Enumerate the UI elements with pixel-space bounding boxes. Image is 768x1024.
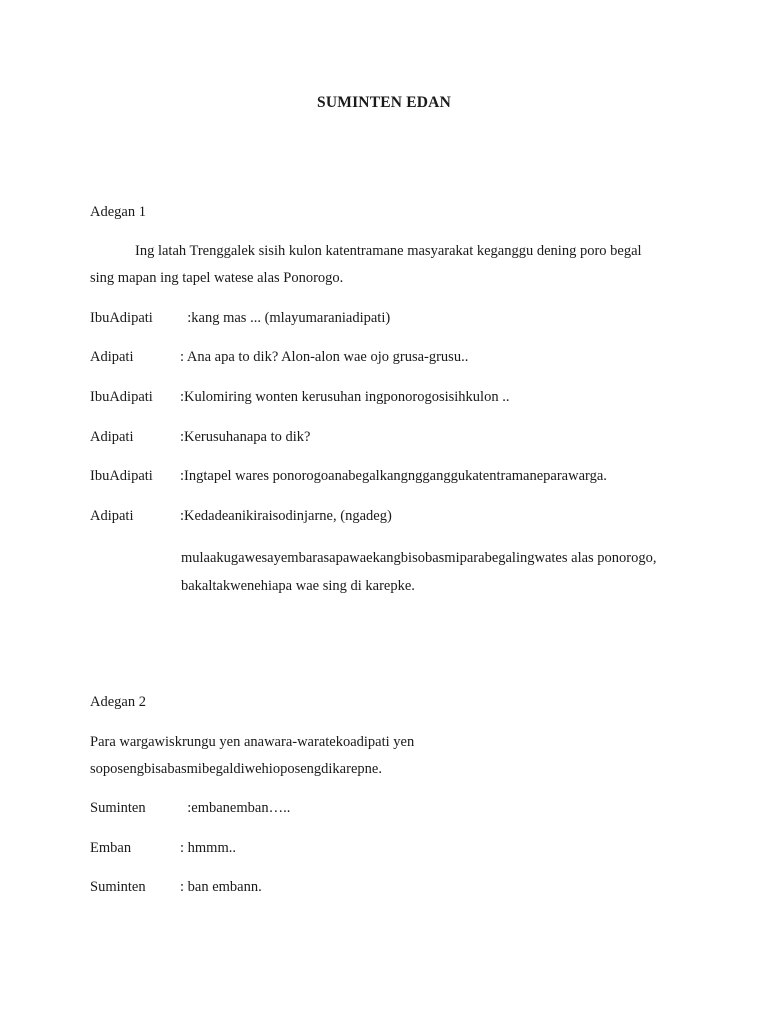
speech-text: :Kedadeanikiraisodinjarne, (ngadeg) bbox=[180, 508, 392, 524]
speech-text: :kang mas ... (mlayumaraniadipati) bbox=[180, 310, 391, 326]
document-title: SUMINTEN EDAN bbox=[317, 94, 451, 111]
speaker-name: Adipati bbox=[90, 429, 134, 445]
dialogue-line bbox=[90, 310, 690, 330]
dialogue-line bbox=[90, 508, 690, 528]
speech-text: : ban embann. bbox=[180, 879, 262, 895]
dialogue-line bbox=[90, 840, 690, 860]
dialogue-line bbox=[90, 800, 690, 820]
speech-text: :Kerusuhanapa to dik? bbox=[180, 429, 311, 445]
speech-text: :embanemban….. bbox=[180, 800, 291, 816]
speaker-name: Suminten bbox=[90, 800, 146, 816]
intro-line: Para wargawiskrungu yen anawara-waratekoadipati yen bbox=[90, 734, 415, 750]
speech-text: :Kulomiring wonten kerusuhan ingponorogosisihkulon .. bbox=[180, 389, 510, 405]
speech-text: : hmmm.. bbox=[180, 840, 236, 856]
dialogue-continuation bbox=[181, 544, 701, 600]
intro-line: soposengbisabasmibegaldiwehioposengdikarepne. bbox=[90, 761, 382, 777]
speech-text: :Ingtapel wares ponorogoanabegalkangngganggukatentramaneparawarga. bbox=[180, 468, 607, 484]
dialogue-line bbox=[90, 389, 690, 409]
speaker-name: Adipati bbox=[90, 508, 134, 524]
intro-line: Ing latah Trenggalek sisih kulon katentramane masyarakat keganggu dening poro begal bbox=[135, 243, 642, 259]
scene-heading: Adegan 1 bbox=[90, 204, 146, 220]
intro-line: sing mapan ing tapel watese alas Ponorogo. bbox=[90, 270, 344, 286]
speaker-name: IbuAdipati bbox=[90, 468, 153, 484]
continuation-line: bakaltakwenehiapa wae sing di karepke. bbox=[181, 578, 415, 594]
speaker-name: Suminten bbox=[90, 879, 146, 895]
dialogue-line bbox=[90, 879, 690, 899]
speaker-name: Adipati bbox=[90, 349, 134, 365]
dialogue-line bbox=[90, 429, 690, 449]
dialogue-line bbox=[90, 349, 690, 369]
scene-intro bbox=[90, 729, 690, 783]
speaker-name: IbuAdipati bbox=[90, 310, 153, 326]
speaker-name: Emban bbox=[90, 840, 132, 856]
speech-text: : Ana apa to dik? Alon-alon wae ojo grusa-grusu.. bbox=[180, 349, 469, 365]
continuation-line: mulaakugawesayembarasapawaekangbisobasmiparabegalingwates alas ponorogo, bbox=[181, 550, 657, 566]
dialogue-line bbox=[90, 468, 690, 488]
scene-heading: Adegan 2 bbox=[90, 694, 146, 710]
speaker-name: IbuAdipati bbox=[90, 389, 153, 405]
scene-intro bbox=[90, 238, 690, 292]
